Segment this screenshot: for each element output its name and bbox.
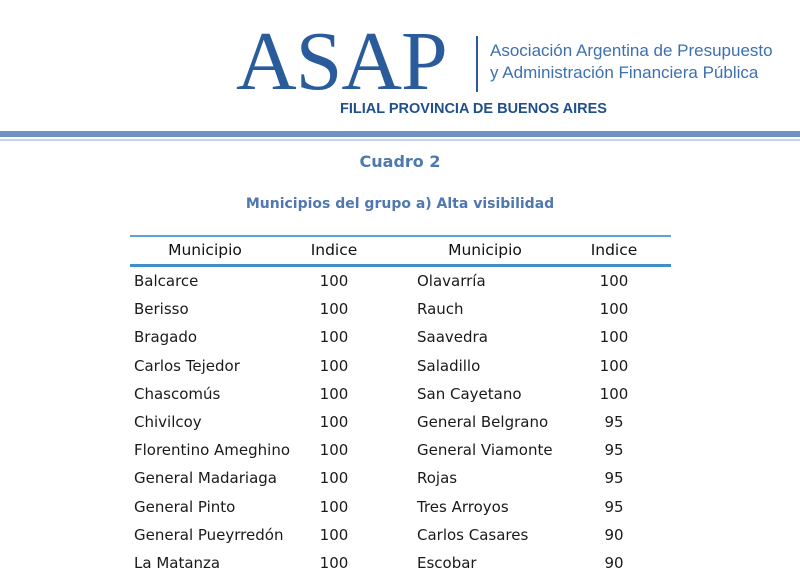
column-header-indice-2: Indice: [590, 241, 638, 259]
indice-cell: 100: [319, 553, 349, 572]
indice-cell: 95: [604, 412, 624, 431]
header-rule-thin: [0, 139, 800, 141]
table-row: [130, 549, 671, 577]
indice-cell: 100: [319, 441, 349, 460]
table-header-row: [130, 237, 671, 264]
organization-name-line-1: Asociación Argentina de Presupuesto: [490, 41, 773, 60]
indice-cell: 100: [319, 328, 349, 347]
indice-cell: 100: [319, 356, 349, 375]
table-body: [130, 267, 671, 577]
indice-cell: 95: [604, 441, 624, 460]
indice-cell: 100: [599, 300, 629, 319]
municipios-table: [130, 235, 671, 577]
indice-cell: 100: [599, 272, 629, 290]
indice-cell: 100: [599, 328, 629, 347]
document-header: [0, 0, 800, 140]
municipio-cell: Bragado: [134, 328, 198, 347]
municipio-cell: La Matanza: [134, 553, 221, 572]
indice-cell: 100: [319, 469, 349, 488]
table-row: [130, 352, 671, 380]
filial-label: FILIAL PROVINCIA DE BUENOS AIRES: [340, 101, 607, 117]
table-row: [130, 436, 671, 464]
indice-cell: 100: [319, 412, 349, 431]
indice-cell: 95: [604, 469, 624, 488]
indice-cell: 95: [604, 497, 624, 516]
table-row: [130, 408, 671, 436]
indice-cell: 100: [319, 272, 349, 290]
table-row: [130, 464, 671, 492]
organization-name: [490, 40, 773, 84]
indice-cell: 90: [604, 525, 624, 544]
table-row: [130, 323, 671, 351]
municipio-cell: Chivilcoy: [134, 412, 202, 431]
municipio-cell: Rauch: [417, 300, 464, 319]
municipio-cell: General Pinto: [134, 497, 236, 516]
table-row: [130, 295, 671, 323]
organization-name-line-2: y Administración Financiera Pública: [490, 63, 759, 82]
table-row: [130, 521, 671, 549]
municipio-cell: Berisso: [134, 300, 189, 319]
column-header-municipio-2: Municipio: [448, 241, 522, 259]
municipio-cell: Saladillo: [417, 356, 481, 375]
table-row: [130, 380, 671, 408]
indice-cell: 100: [319, 497, 349, 516]
indice-cell: 100: [319, 384, 349, 403]
header-rule-thick: [0, 131, 800, 137]
municipio-cell: General Pueyrredón: [134, 525, 284, 544]
indice-cell: 100: [319, 300, 349, 319]
indice-cell: 100: [599, 356, 629, 375]
municipio-cell: Olavarría: [417, 272, 486, 290]
municipio-cell: Tres Arroyos: [417, 497, 509, 516]
municipio-cell: General Viamonte: [417, 441, 553, 460]
municipio-cell: Rojas: [417, 469, 458, 488]
indice-cell: 90: [604, 553, 624, 572]
municipio-cell: Saavedra: [417, 328, 488, 347]
municipio-cell: Chascomús: [134, 384, 221, 403]
municipio-cell: Carlos Casares: [417, 525, 529, 544]
table-number: Cuadro 2: [359, 152, 441, 171]
indice-cell: 100: [319, 525, 349, 544]
table-title: Municipios del grupo a) Alta visibilidad: [245, 196, 555, 212]
municipio-cell: Balcarce: [134, 272, 199, 290]
column-header-municipio: Municipio: [168, 241, 242, 259]
municipio-cell: Carlos Tejedor: [134, 356, 240, 375]
logo-separator: [476, 36, 478, 92]
municipio-cell: Escobar: [417, 553, 477, 572]
indice-cell: 100: [599, 384, 629, 403]
municipio-cell: General Madariaga: [134, 469, 277, 488]
municipio-cell: General Belgrano: [417, 412, 549, 431]
table-row: [130, 493, 671, 521]
column-header-indice: Indice: [310, 241, 358, 259]
asap-logo: ASAP: [236, 15, 447, 108]
table-row: [130, 267, 671, 295]
municipio-cell: San Cayetano: [417, 384, 522, 403]
municipio-cell: Florentino Ameghino: [134, 441, 291, 460]
